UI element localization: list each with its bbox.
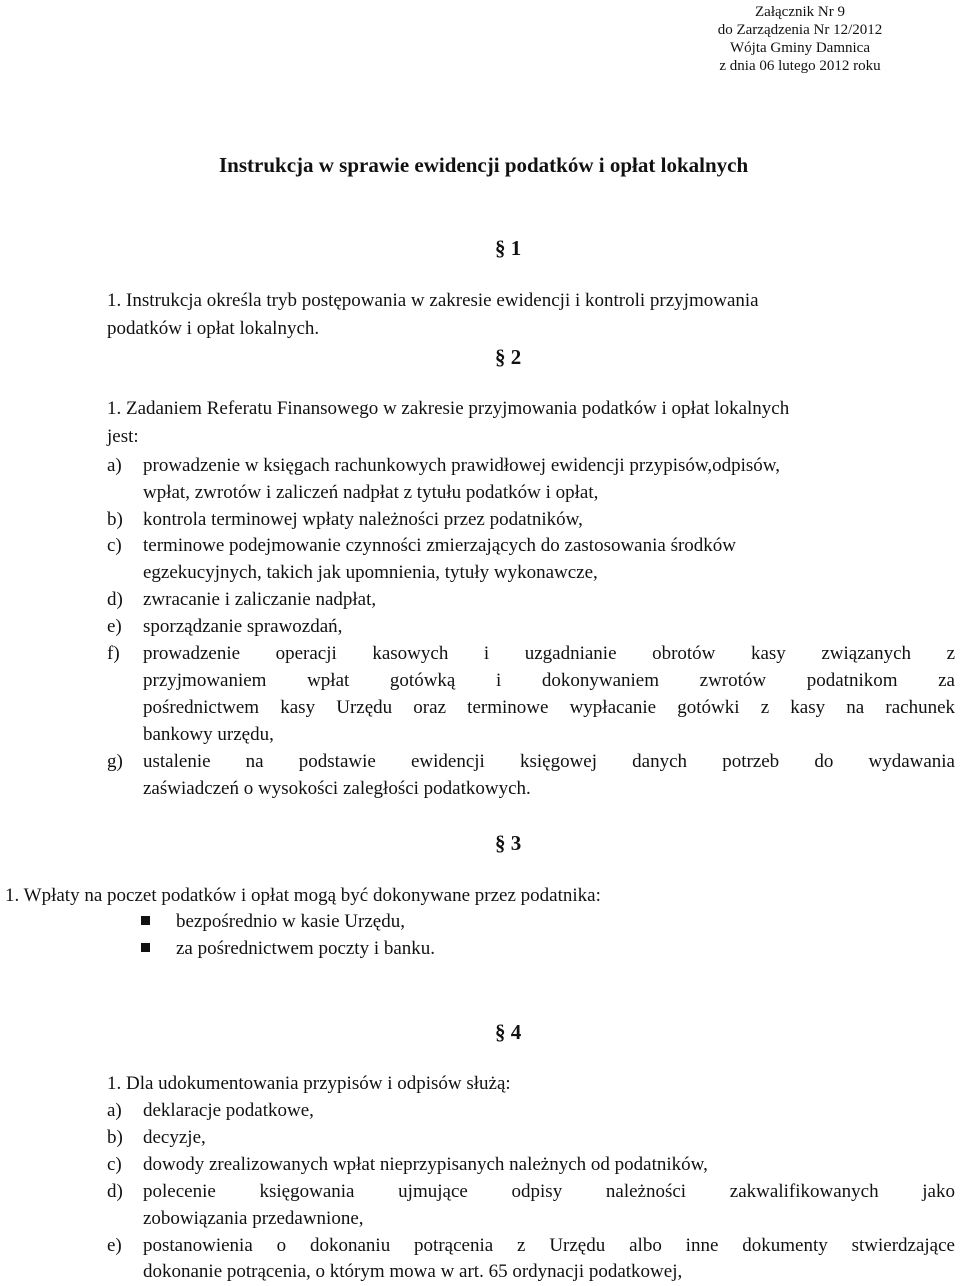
list-item-text: postanowienia o dokonaniu potrącenia z Urzędu albo inne dokumenty stwierdzające bbox=[143, 1235, 955, 1256]
square-bullet-icon bbox=[141, 943, 150, 952]
section-heading: § 4 bbox=[495, 1020, 522, 1044]
header-line: do Zarządzenia Nr 12/2012 bbox=[717, 22, 883, 38]
list-item-text: sporządzanie sprawozdań, bbox=[143, 616, 343, 637]
section-heading: § 2 bbox=[495, 345, 522, 369]
paragraph-line: 1. Wpłaty na poczet podatków i opłat mogą być dokonywane przez podatnika: bbox=[5, 885, 601, 906]
list-item-text: wpłat, zwrotów i zaliczeń nadpłat z tytułu podatków i opłat, bbox=[143, 482, 599, 503]
list-item-text: przyjmowaniem wpłat gotówką i dokonywaniem zwrotów podatnikom za bbox=[143, 670, 955, 691]
list-item-text: dokonanie potrącenia, o którym mowa w art. 65 ordynacji podatkowej, bbox=[143, 1261, 683, 1282]
square-bullet-icon bbox=[141, 916, 150, 925]
paragraph-line: 1. Zadaniem Referatu Finansowego w zakresie przyjmowania podatków i opłat lokalnych bbox=[107, 398, 790, 419]
list-item-text: terminowe podejmowanie czynności zmierzających do zastosowania środków bbox=[143, 535, 737, 556]
list-item-text: dowody zrealizowanych wpłat nieprzypisanych należnych od podatników, bbox=[143, 1154, 708, 1175]
list-marker: f) bbox=[107, 643, 120, 664]
list-item-text: prowadzenie w księgach rachunkowych prawidłowej ewidencji przypisów,odpisów, bbox=[143, 455, 781, 476]
list-marker: c) bbox=[107, 535, 122, 556]
paragraph-line: podatków i opłat lokalnych. bbox=[107, 318, 320, 339]
list-item-text: kontrola terminowej wpłaty należności przez podatników, bbox=[143, 509, 583, 530]
list-item-text: bankowy urzędu, bbox=[143, 724, 274, 745]
list-item-text: zaświadczeń o wysokości zaległości podatkowych. bbox=[143, 778, 531, 799]
list-marker: g) bbox=[107, 751, 123, 772]
list-item-text: zobowiązania przedawnione, bbox=[143, 1208, 364, 1229]
bullet-item-text: bezpośrednio w kasie Urzędu, bbox=[176, 911, 405, 932]
header-line: z dnia 06 lutego 2012 roku bbox=[719, 58, 881, 74]
paragraph-line: jest: bbox=[107, 426, 139, 447]
list-marker: b) bbox=[107, 1127, 123, 1148]
section-heading: § 3 bbox=[495, 831, 522, 855]
list-marker: d) bbox=[107, 1181, 123, 1202]
list-item-text: pośrednictwem kasy Urzędu oraz terminowe wypłacanie gotówki z kasy na rachunek bbox=[143, 697, 955, 718]
list-item-text: decyzje, bbox=[143, 1127, 206, 1148]
list-item-text: zwracanie i zaliczanie nadpłat, bbox=[143, 589, 377, 610]
list-item-text: egzekucyjnych, takich jak upomnienia, tytuły wykonawcze, bbox=[143, 562, 598, 583]
list-marker: e) bbox=[107, 1235, 122, 1256]
list-item-text: polecenie księgowania ujmujące odpisy należności zakwalifikowanych jako bbox=[143, 1181, 955, 1202]
section-heading: § 1 bbox=[495, 236, 522, 260]
bullet-item-text: za pośrednictwem poczty i banku. bbox=[176, 938, 436, 959]
list-marker: b) bbox=[107, 509, 123, 530]
list-marker: d) bbox=[107, 589, 123, 610]
list-marker: a) bbox=[107, 455, 122, 476]
list-marker: a) bbox=[107, 1100, 122, 1121]
header-line: Załącznik Nr 9 bbox=[755, 4, 845, 20]
list-item-text: deklaracje podatkowe, bbox=[143, 1100, 314, 1121]
list-marker: e) bbox=[107, 616, 122, 637]
document-title: Instrukcja w sprawie ewidencji podatków i opłat lokalnych bbox=[219, 153, 749, 177]
paragraph-line: 1. Instrukcja określa tryb postępowania w zakresie ewidencji i kontroli przyjmowania bbox=[107, 290, 759, 311]
list-item-text: ustalenie na podstawie ewidencji księgowej danych potrzeb do wydawania bbox=[143, 751, 955, 772]
list-item-text: prowadzenie operacji kasowych i uzgadnianie obrotów kasy związanych z bbox=[143, 643, 955, 664]
paragraph-line: 1. Dla udokumentowania przypisów i odpisów służą: bbox=[107, 1073, 511, 1094]
list-marker: c) bbox=[107, 1154, 122, 1175]
header-line: Wójta Gminy Damnica bbox=[730, 40, 870, 56]
